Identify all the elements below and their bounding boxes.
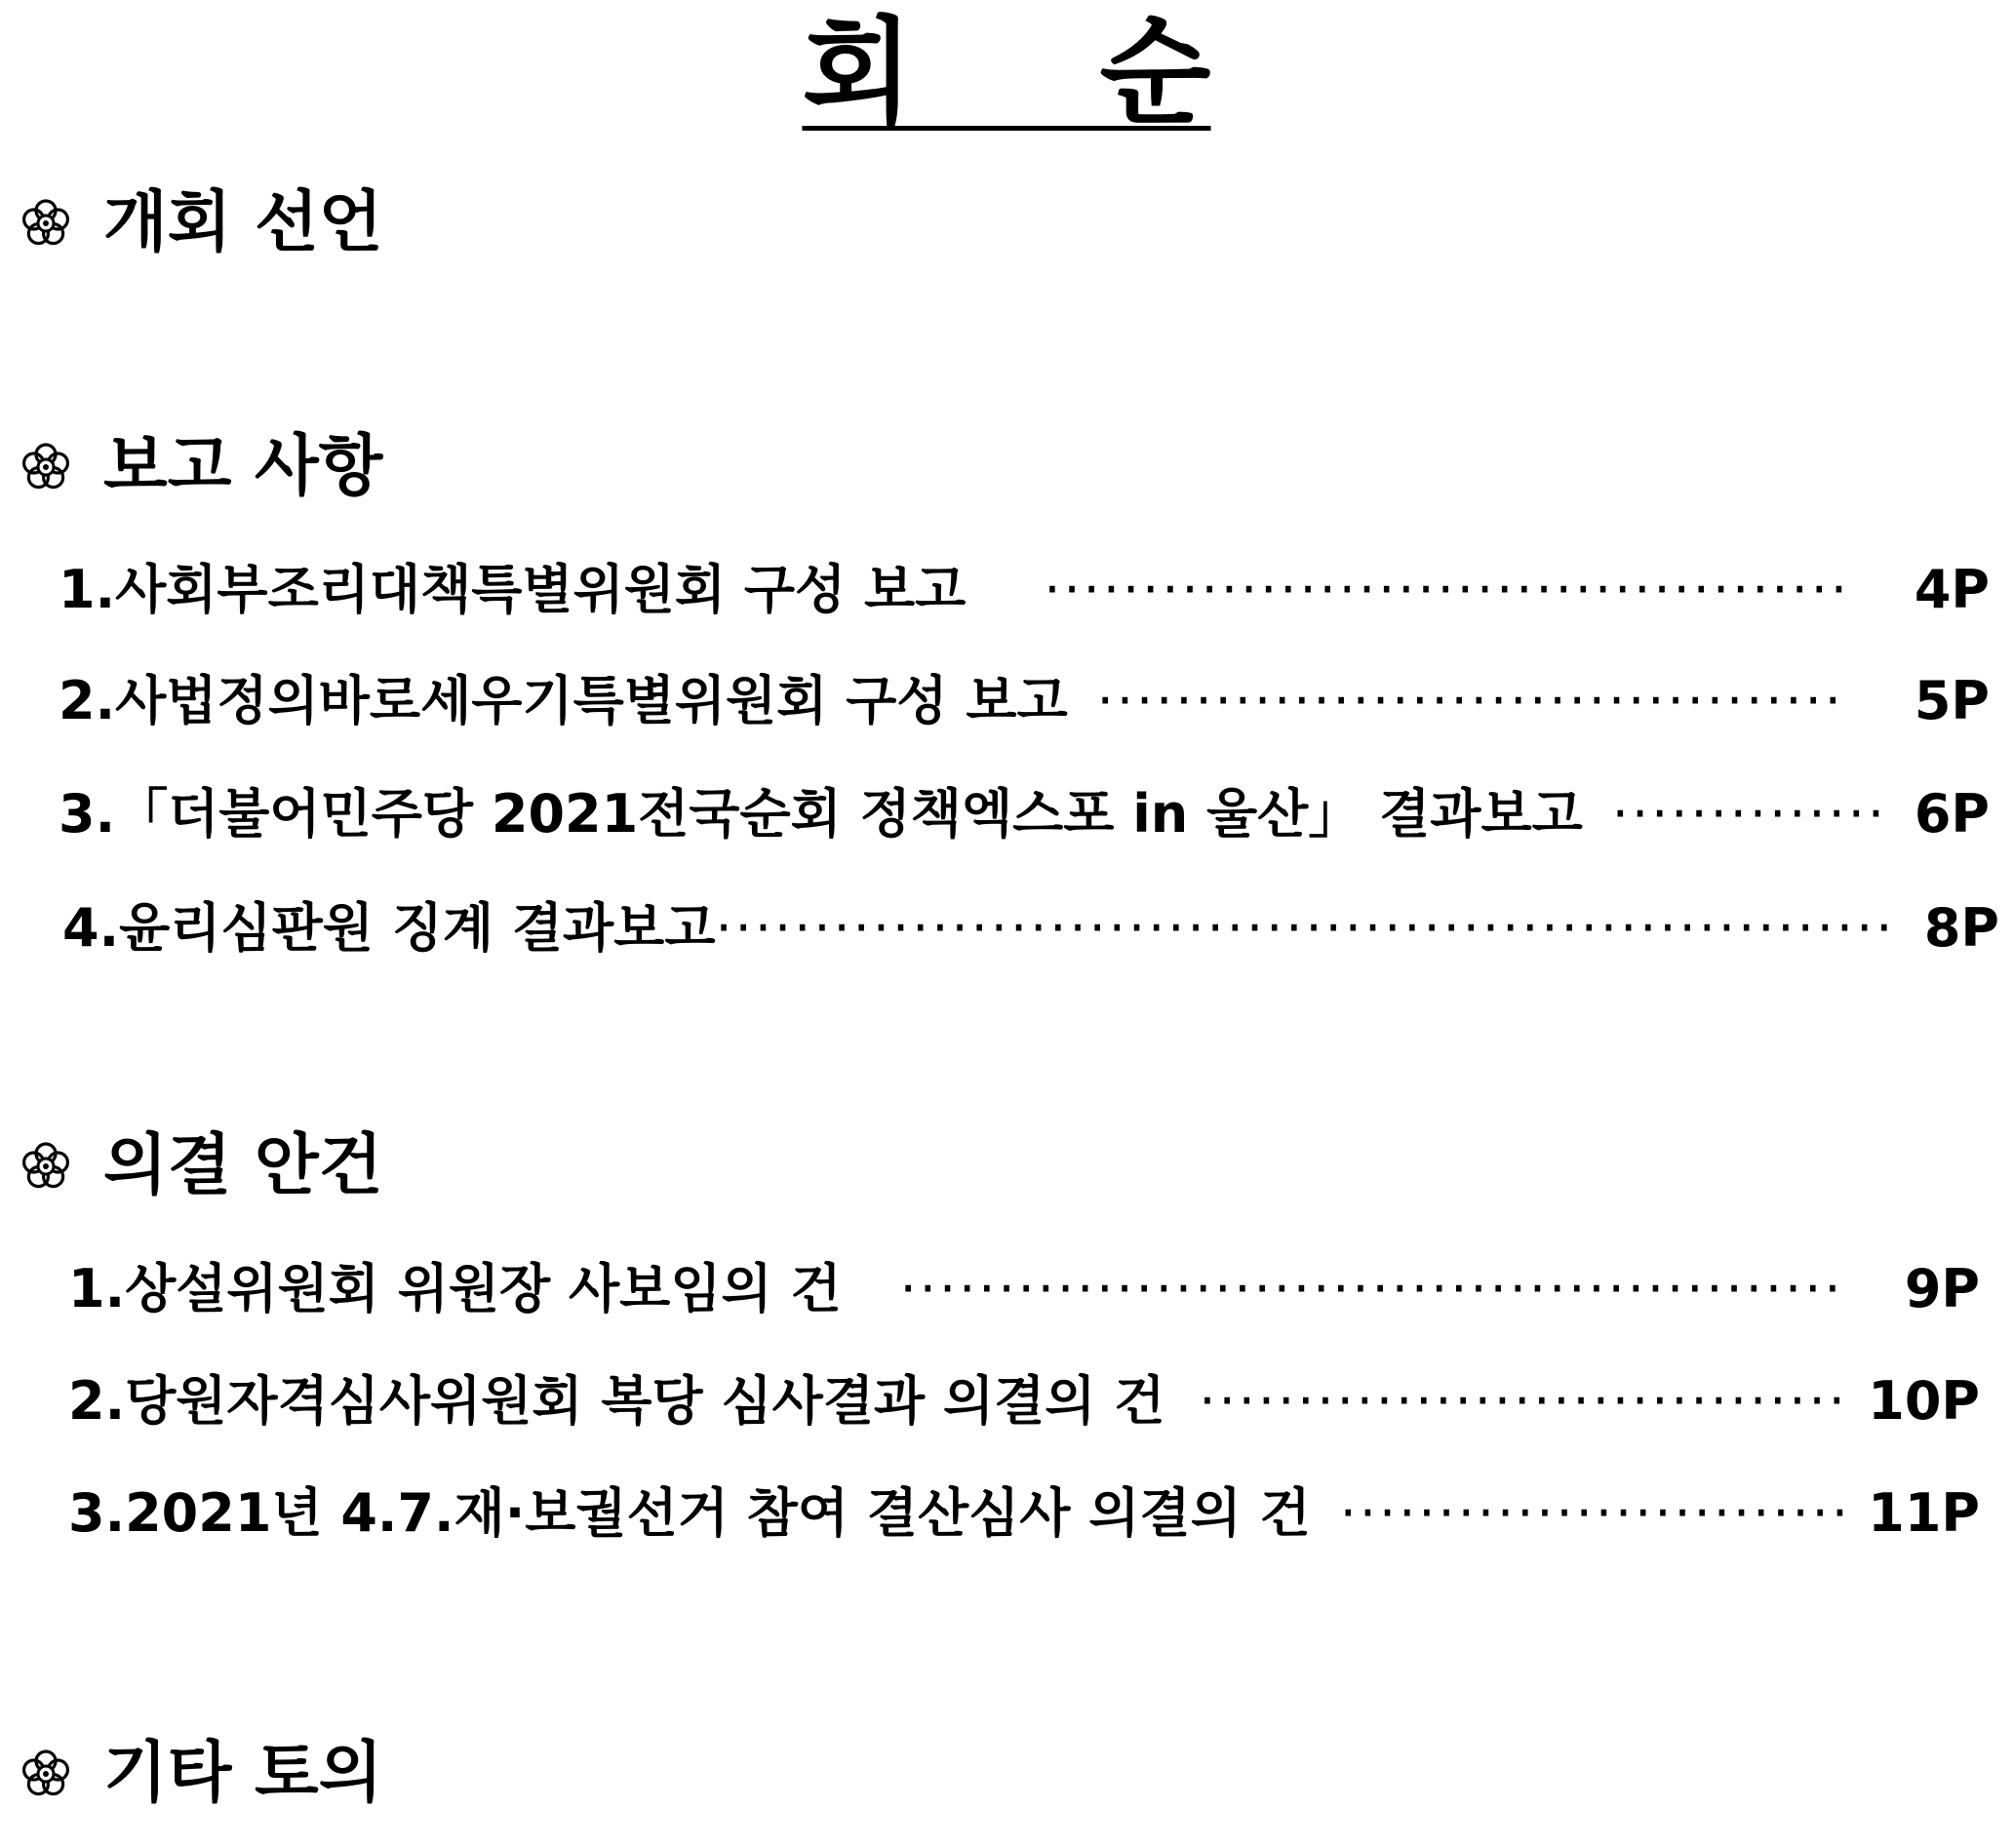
- report-item-1: [59, 559, 1990, 620]
- dot-leader: [1340, 1487, 1844, 1540]
- item-label: 윤리심판원 징계 결과보고: [119, 897, 716, 959]
- page-title-text: 회 순: [802, 5, 1211, 139]
- item-page: 11P: [1868, 1482, 1980, 1544]
- item-number: 2.: [59, 670, 116, 731]
- report-item-2: [59, 670, 1990, 731]
- item-number: 1.: [68, 1258, 126, 1319]
- dot-leader: [1612, 788, 1885, 841]
- item-number: 4.: [62, 897, 120, 959]
- item-label: 당원자격심사위원회 복당 심사결과 의결의 건: [125, 1370, 1165, 1432]
- item-page: 5P: [1914, 670, 1990, 731]
- item-page: 6P: [1914, 783, 1990, 845]
- resolution-item-2: [68, 1370, 1980, 1432]
- resolution-item-3: [68, 1482, 1980, 1544]
- item-page: 4P: [1914, 559, 1990, 620]
- section-reports: [21, 428, 383, 505]
- section-heading: 개회 선언: [103, 184, 383, 261]
- item-page: 9P: [1904, 1258, 1980, 1319]
- page-title: [0, 5, 2013, 139]
- item-label: 사법정의바로세우기특별위원회 구성 보고: [115, 670, 1068, 731]
- item-number: 3.: [59, 783, 116, 845]
- item-label: 상설위원회 위원장 사보임의 건: [125, 1258, 842, 1319]
- flower-icon: [21, 1142, 70, 1191]
- dot-leader: [1044, 564, 1846, 616]
- resolution-item-1: [68, 1258, 1980, 1319]
- item-number: 2.: [68, 1370, 126, 1432]
- dot-leader: [1097, 675, 1846, 727]
- section-resolutions: [21, 1127, 383, 1204]
- flower-icon: [21, 443, 70, 491]
- report-item-4: [62, 897, 1999, 959]
- item-number: 3.: [68, 1482, 126, 1544]
- item-label: 2021년 4.7.재·보궐선거 참여 결산심사 의결의 건: [125, 1482, 1311, 1544]
- item-number: 1.: [59, 559, 116, 620]
- section-heading: 기타 토의: [103, 1735, 383, 1812]
- item-label: 사회부조리대책특별위원회 구성 보고: [115, 559, 967, 620]
- section-heading: 의결 안건: [103, 1127, 383, 1204]
- dot-leader: [1199, 1375, 1843, 1428]
- section-opening: [21, 184, 383, 261]
- dot-leader: [900, 1263, 1846, 1316]
- report-item-3: [59, 783, 1990, 845]
- flower-icon: [21, 1750, 70, 1798]
- item-page: 10P: [1868, 1370, 1980, 1432]
- dot-leader: [716, 902, 1895, 955]
- item-page: 8P: [1923, 897, 1999, 959]
- flower-icon: [21, 199, 70, 248]
- section-heading: 보고 사항: [103, 428, 383, 505]
- item-label: 「더불어민주당 2021전국순회 정책엑스포 in 울산」 결과보고: [115, 783, 1583, 845]
- section-other: [21, 1735, 383, 1812]
